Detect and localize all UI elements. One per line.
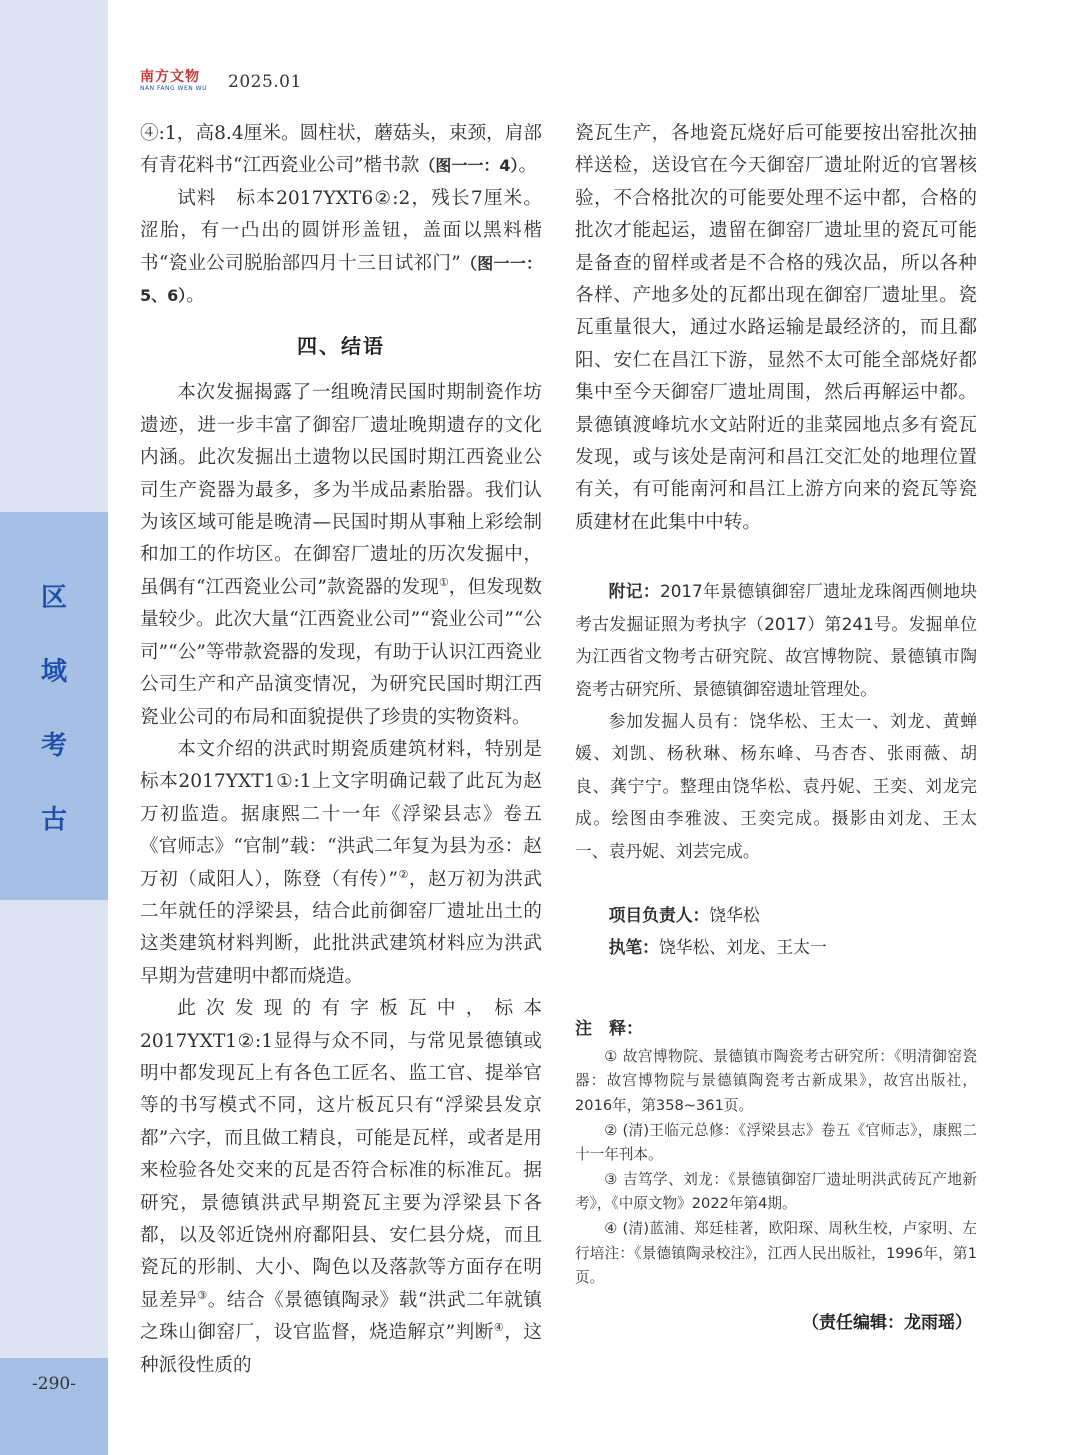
page-number: -290- [32, 1374, 76, 1394]
appendix-label: 附记： [608, 581, 661, 602]
sidebar-title-char: 古 [40, 805, 67, 835]
appendix-text: 2017年景德镇御窑厂遗址龙珠阁西侧地块考古发掘证照为考执字（2017）第241号。发掘单位为江西省文物考古研究院、故宫博物院、景德镇市陶瓷考古研究所、景德镇御窑遗址管理处。 [575, 581, 977, 699]
participants-paragraph: 参加发掘人员有：饶华松、王太一、刘龙、黄蝉媛、刘凯、杨秋琳、杨东峰、马杏杏、张雨薇、胡良、龚宁宁。整理由饶华松、袁丹妮、王奕、刘龙完成。绘图由李雅波、王奕完成。摄影由刘龙、王太一、袁丹妮、刘芸完成。 [575, 710, 977, 861]
paragraph-text: 。 [518, 155, 538, 177]
sidebar-section-title [0, 578, 108, 874]
footnote-marker: ④ [493, 1321, 505, 1335]
writer-label: 执笔： [608, 937, 659, 958]
journal-logo [140, 70, 214, 94]
sidebar-title-char: 区 [40, 583, 67, 613]
footnote-marker: ① [438, 575, 449, 589]
paragraph [140, 377, 542, 733]
figure-reference: （图一一：4） [419, 156, 519, 176]
paragraph-text: ④:1，高8.4厘米。圆柱状，蘑菇头，束颈，肩部有青花料书“江西瓷业公司”楷书款 [140, 123, 542, 177]
left-column [140, 118, 542, 1382]
note-item: ① 故宫博物院、景德镇市陶瓷考古研究所：《明清御窑瓷器：故宫博物院与景德镇陶瓷考古新成果》，故宫出版社，2016年，第358~361页。 [575, 1047, 977, 1114]
sidebar-title-char: 域 [40, 657, 67, 687]
note-item: ③ 吉笃学、刘龙：《景德镇御窑厂遗址明洪武砖瓦产地新考》，《中原文物》2022年第4期。 [575, 1170, 977, 1213]
right-column [575, 118, 977, 1291]
paragraph-text: 。 [186, 285, 205, 307]
credits [575, 899, 977, 964]
appendix-paragraph [575, 575, 977, 705]
sidebar-title-char: 考 [40, 731, 67, 761]
paragraph [140, 118, 542, 183]
paragraph [140, 183, 542, 313]
paragraph-text: 本次发掘揭露了一组晚清民国时期制瓷作坊遗迹，进一步丰富了御窑厂遗址晚期遗存的文化内涵。此次发掘出土遗物以民国时期江西瓷业公司生产瓷器为最多，多为半成品素胎器。我们认为该区域可能是晚清—民国时期从事釉上彩绘制和加工的作坊区。在御窑厂遗址的历次发掘中，虽偶有“江西瓷业公司”款瓷器的发现 [140, 382, 542, 598]
paragraph [140, 734, 542, 993]
notes-section [575, 1014, 977, 1291]
note-item: ④ (清)蓝浦、郑廷桂著，欧阳琛、周秋生校，卢家明、左行培注：《景德镇陶录校注》，江西人民出版社，1996年，第1页。 [575, 1219, 977, 1287]
paragraph [140, 993, 542, 1382]
paragraph-text: 此次发现的有字板瓦中，标本2017YXT1②:1显得与众不同，与常见景德镇或明中都发现瓦上有各色工匠名、监工官、提举官等的书写模式不同，这片板瓦只有“浮梁县发京都”六字，而且做工精良，可能是瓦样，或者是用来检验各处交来的瓦是否符合标准的标准瓦。据研究，景德镇洪武早期瓷瓦主要为浮梁县下各都，以及邻近饶州府鄱阳县、安仁县分烧，而且瓷瓦的形制、大小、陶色以及落款等方面存在明显差异 [140, 998, 542, 1311]
note-item: ② (清)王临元总修：《浮梁县志》卷五《官师志》，康熙二十一年刊本。 [575, 1121, 977, 1164]
journal-logo-en: NAN FANG WEN WU [140, 85, 207, 92]
notes-heading: 注 释： [575, 1018, 643, 1039]
writer-names: 饶华松、刘龙、王太一 [658, 937, 827, 958]
paragraph-text: ，但发现数量较少。此次大量“江西瓷业公司”“瓷业公司”“公司”“公”等带款瓷器的发现，有助于认识江西瓷业公司生产和产品演变情况，为研究民国时期江西瓷业公司的布局和面貌提供了珍贵的实物资料。 [140, 576, 542, 728]
leader-name: 饶华松 [709, 904, 760, 925]
figure-reference: （图一一：5、6） [140, 253, 542, 306]
paragraph: 瓷瓦生产，各地瓷瓦烧好后可能要按出窑批次抽样送检，送设官在今天御窑厂遗址附近的官署核验，不合格批次的可能要处理不运中都，合格的批次才能起运，遗留在御窑厂遗址里的瓷瓦可能是备查的留样或者是不合格的残次品，所以各种各样、产地多处的瓦都出现在御窑厂遗址里。瓷瓦重量很大，通过水路运输是最经济的，而且鄱阳、安仁在昌江下游，显然不太可能全部烧好都集中至今天御窑厂遗址周围，然后再解运中都。景德镇渡峰坑水文站附近的韭菜园地点多有瓷瓦发现，或与该处是南河和昌江交汇处的地理位置有关，有可能南河和昌江上游方向来的瓷瓦等瓷质建材在此集中中转。 [575, 123, 977, 533]
journal-logo-cn: 南方文物 [140, 69, 200, 85]
paragraph-text: ，这种派役性质的 [140, 1322, 542, 1376]
project-leader [575, 899, 977, 931]
section-heading: 四、结语 [297, 334, 385, 359]
paragraph-text: 。结合《景德镇陶录》载“洪武二年就镇之珠山御窑厂，设官监督，烧造解京”判断 [140, 1289, 542, 1344]
issue-number: 2025.01 [228, 72, 302, 92]
leader-label: 项目负责人： [608, 904, 710, 925]
paragraph-text: 试料 标本2017YXT6②:2，残长7厘米。涩胎，有一凸出的圆饼形盖钮，盖面以黑料楷书“瓷业公司脱胎部四月十三日试祁门” [140, 187, 542, 274]
responsible-editor: （责任编辑：龙雨瑶） [802, 1313, 972, 1333]
paragraph-text: 本文介绍的洪武时期瓷质建筑材料，特别是标本2017YXT1①:1上文字明确记载了此瓦为赵万初监造。据康熙二十一年《浮梁县志》卷五《官师志》“官制”载：“洪武二年复为县为丞：赵万初（咸阳人），陈登（有传）” [140, 738, 542, 890]
writers [575, 931, 977, 963]
footnote-marker: ③ [197, 1288, 208, 1302]
paragraph-text: ，赵万初为洪武二年就任的浮梁县，结合此前御窑厂遗址出土的这类建筑材料判断，此批洪武建筑材料应为洪武早期为营建明中都而烧造。 [140, 868, 542, 987]
sidebar-page-block [0, 1358, 108, 1455]
appendix [575, 575, 977, 867]
footnote-marker: ② [398, 867, 409, 881]
